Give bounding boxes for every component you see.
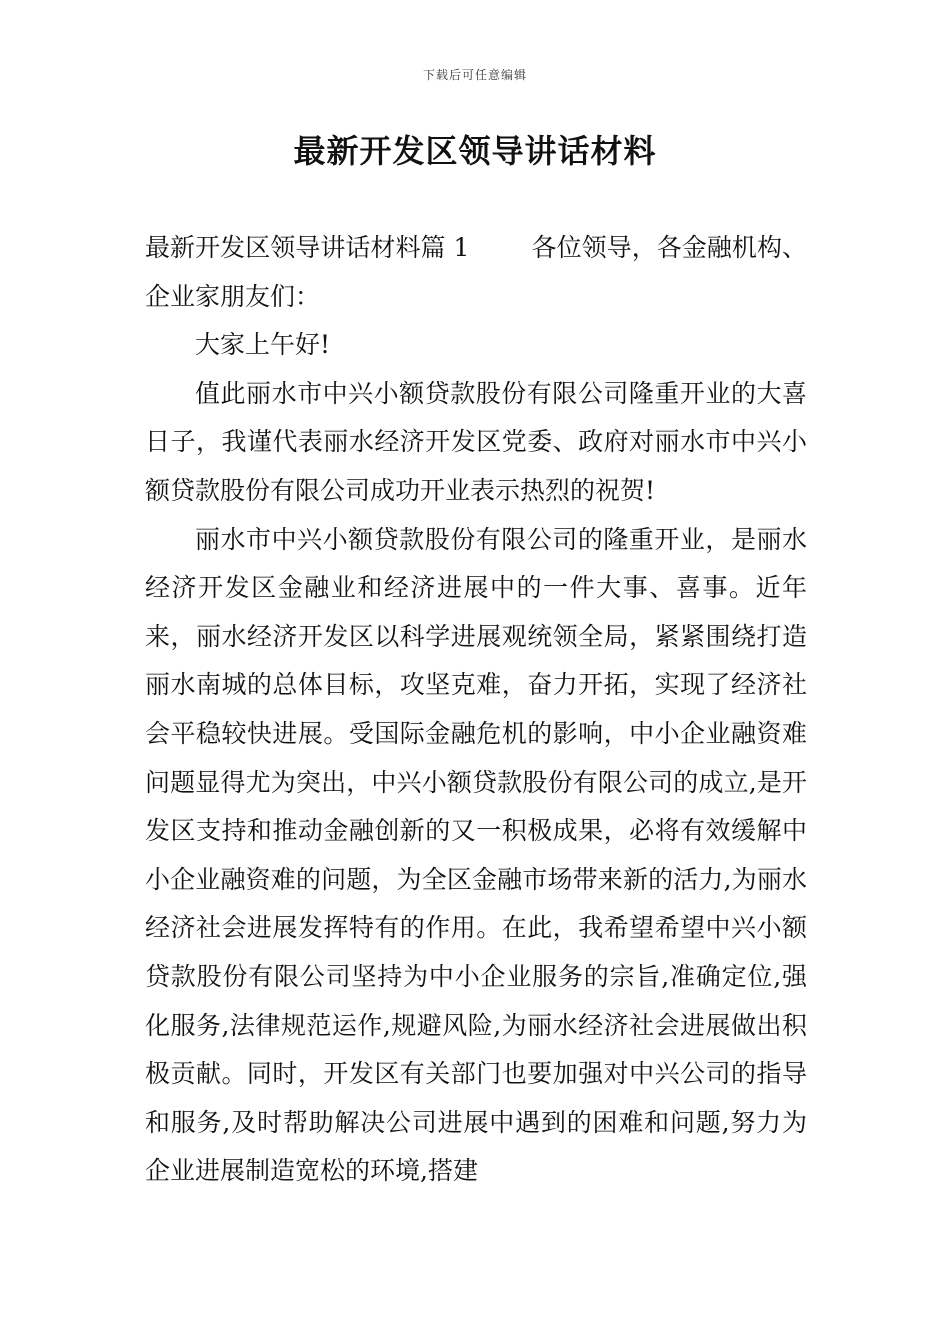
paragraph-congratulation: 值此丽水市中兴小额贷款股份有限公司隆重开业的大喜日子，我谨代表丽水经济开发区党委、政府对丽水市中兴小额贷款股份有限公司成功开业表示热烈的祝贺! [145, 378, 807, 505]
document-body [145, 224, 807, 1196]
paragraph-main: 丽水市中兴小额贷款股份有限公司的隆重开业，是丽水经济开发区金融业和经济进展中的一件大事、喜事。近年来，丽水经济开发区以科学进展观统领全局，紧紧围绕打造丽水南城的总体目标，攻坚克难，奋力开拓，实现了经济社会平稳较快进展。受国际金融危机的影响，中小企业融资难问题显得尤为突出，中兴小额贷款股份有限公司的成立,是开发区支持和推动金融创新的又一积极成果，必将有效缓解中小企业融资难的问题，为全区金融市场带来新的活力,为丽水经济社会进展发挥特有的作用。在此，我希望希望中兴小额贷款股份有限公司坚持为中小企业服务的宗旨,准确定位,强化服务,法律规范运作,规避风险,为丽水经济社会进展做出积极贡献。同时，开发区有关部门也要加强对中兴公司的指导和服务,及时帮助解决公司进展中遇到的困难和问题,努力为企业进展制造宽松的环境,搭建 [145, 524, 807, 1186]
header-note: 下载后可任意编辑 [422, 68, 527, 82]
intro-paragraph [145, 224, 807, 321]
salutation: 各位领导，各金融机构、企业家朋友们： [145, 233, 807, 311]
greeting: 大家上午好! [195, 330, 331, 360]
intro-heading: 最新开发区领导讲话材料篇 1 [145, 233, 470, 262]
document-title: 最新开发区领导讲话材料 [293, 132, 657, 170]
